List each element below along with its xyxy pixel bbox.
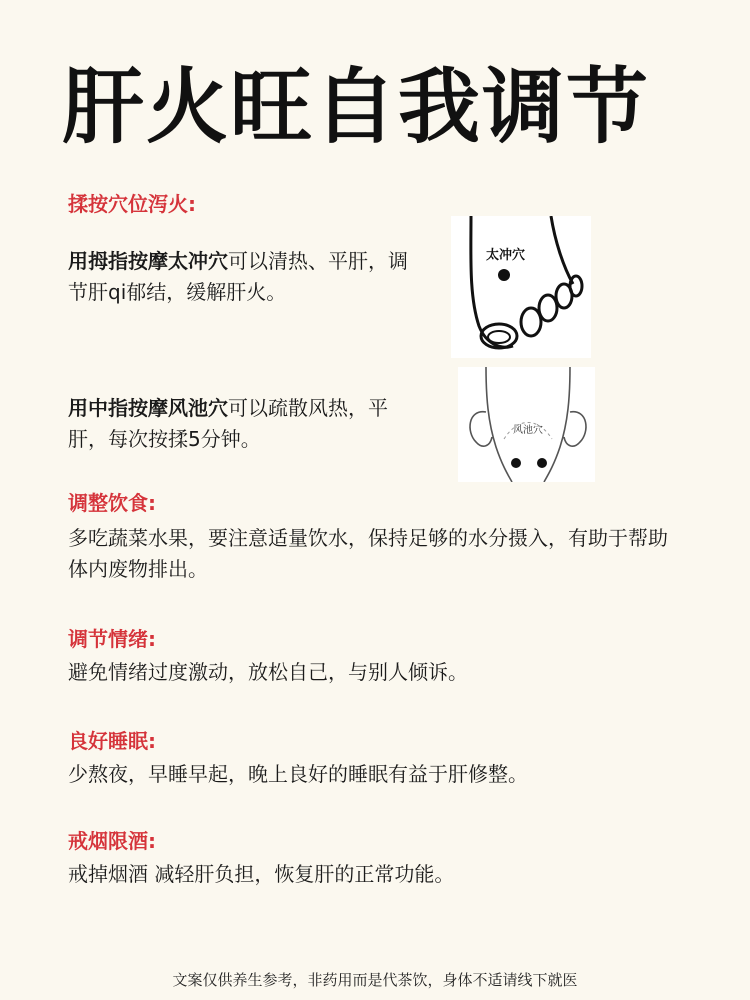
footer-disclaimer: 文案仅供养生参考，非药用而是代茶饮，身体不适请线下就医	[172, 971, 578, 989]
foot-illustration	[451, 216, 591, 358]
taichong-paragraph	[68, 246, 413, 308]
page-title: 肝火旺自我调节	[62, 60, 651, 155]
diet-paragraph: 多吃蔬菜水果，要注意适量饮水，保持足够的水分摄入，有助于帮助体内废物排出。	[68, 526, 668, 581]
fengchi-bold-text: 用中指按摩风池穴	[68, 396, 228, 420]
taichong-text: 可以清热、平肝，调节肝qi郁结，缓解肝火。	[68, 249, 408, 304]
taichong-figure-label: 太冲穴	[486, 248, 526, 263]
section-heading-emotion: 调节情绪:	[68, 627, 156, 651]
fengchi-point-left	[511, 458, 521, 468]
fengchi-head-diagram	[458, 367, 595, 482]
fengchi-point-right	[537, 458, 547, 468]
emotion-paragraph: 避免情绪过度激动，放松自己，与别人倾诉。	[68, 660, 468, 684]
fengchi-text: 可以疏散风热，平肝，每次按揉5分钟。	[68, 396, 388, 451]
section-heading-alcohol: 戒烟限酒:	[68, 829, 156, 853]
section-heading-diet: 调整饮食:	[68, 491, 156, 515]
taichong-bold-text: 用拇指按摩太冲穴	[68, 249, 228, 273]
section-heading-massage: 揉按穴位泻火:	[68, 192, 196, 216]
sleep-paragraph: 少熬夜，早睡早起，晚上良好的睡眠有益于肝修整。	[68, 762, 528, 786]
taichong-point-marker	[498, 269, 510, 281]
head-illustration	[458, 367, 595, 482]
taichong-foot-diagram	[451, 216, 591, 358]
alcohol-paragraph: 戒掉烟酒 减轻肝负担，恢复肝的正常功能。	[68, 862, 455, 886]
fengchi-paragraph	[68, 393, 388, 455]
section-heading-sleep: 良好睡眠:	[68, 729, 156, 753]
fengchi-figure-label: 风池穴	[513, 425, 543, 436]
